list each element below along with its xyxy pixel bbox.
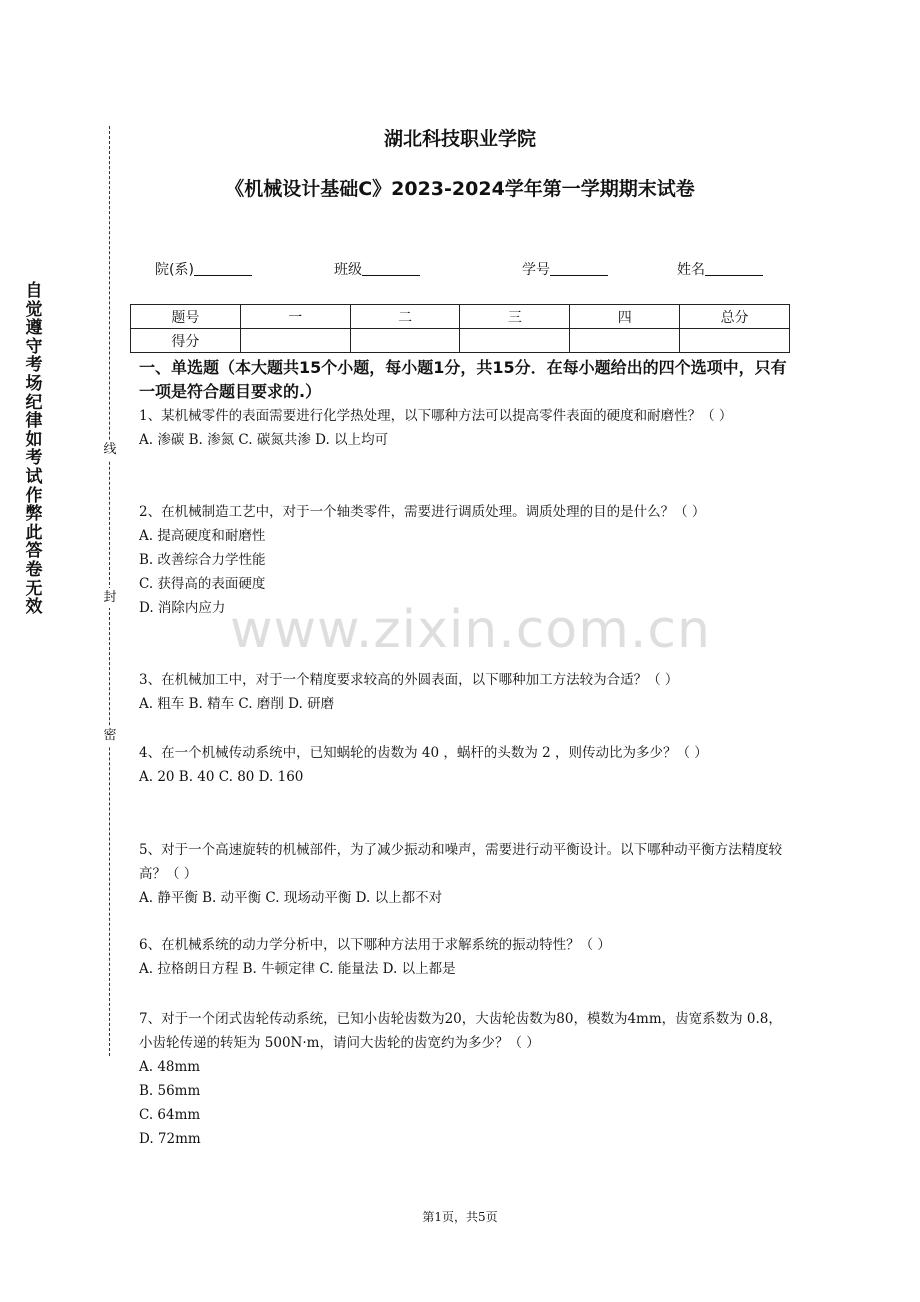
student-id-field	[522, 259, 608, 279]
question-option: C. 获得高的表面硬度	[139, 576, 266, 592]
question-stem: 1、某机械零件的表面需要进行化学热处理，以下哪种方法可以提高零件表面的硬度和耐磨性？（ ）	[139, 408, 733, 424]
question-stem: 4、在一个机械传动系统中，已知蜗轮的齿数为 40 ，蜗杆的头数为 2 ，则传动比为多少？（ ）	[139, 745, 708, 761]
department-blank	[194, 261, 252, 276]
department-label: 院(系)	[155, 262, 194, 278]
question-option: D. 72mm	[139, 1131, 201, 1147]
question-option: C. 64mm	[139, 1107, 201, 1123]
question-2	[139, 500, 789, 620]
question-3	[139, 668, 789, 716]
question-options: A. 拉格朗日方程 B. 牛顿定律 C. 能量法 D. 以上都是	[139, 961, 456, 977]
page-number: 第1页，共5页	[422, 1210, 498, 1224]
score-table	[130, 304, 790, 353]
exam-title: 《机械设计基础C》2023-2024学年第一学期期末试卷	[225, 178, 695, 200]
score-input-cell[interactable]	[680, 329, 790, 353]
question-option: B. 改善综合力学性能	[139, 552, 266, 568]
score-table-score-row	[131, 329, 790, 353]
score-input-cell[interactable]	[460, 329, 570, 353]
question-stem: 2、在机械制造工艺中，对于一个轴类零件，需要进行调质处理。调质处理的目的是什么？（ ）	[139, 504, 706, 520]
exam-discipline-notice: 自觉遵守考场纪律如考试作弊此答卷无效	[25, 281, 43, 618]
score-table-cell: 二	[350, 305, 460, 329]
score-table-cell: 题号	[131, 305, 241, 329]
question-1	[139, 404, 789, 452]
question-stem: 7、对于一个闭式齿轮传动系统，已知小齿轮齿数为20，大齿轮齿数为80，模数为4mm，齿宽系数为 0.8，小齿轮传递的转矩为 500N·m，请问大齿轮的齿宽约为多少？（ ）	[139, 1011, 782, 1051]
name-blank	[705, 261, 763, 276]
seal-char-dense: 密	[101, 726, 119, 746]
score-table-header-row	[131, 305, 790, 329]
question-options: A. 粗车 B. 精车 C. 磨削 D. 研磨	[139, 696, 335, 712]
score-input-cell[interactable]	[240, 329, 350, 353]
seal-char-seal: 封	[101, 588, 119, 608]
question-4	[139, 741, 789, 789]
score-table-cell: 四	[570, 305, 680, 329]
question-options: A. 渗碳 B. 渗氮 C. 碳氮共渗 D. 以上均可	[139, 432, 389, 448]
watermark: www.zixin.com.cn	[230, 600, 711, 660]
student-id-blank	[550, 261, 608, 276]
score-table-cell: 一	[240, 305, 350, 329]
name-label: 姓名	[677, 262, 705, 278]
question-options: A. 静平衡 B. 动平衡 C. 现场动平衡 D. 以上都不对	[139, 890, 443, 906]
question-option: A. 48mm	[139, 1059, 201, 1075]
score-table-cell: 总分	[680, 305, 790, 329]
question-options: A. 20 B. 40 C. 80 D. 160	[139, 769, 304, 785]
question-5	[139, 838, 789, 910]
class-blank	[362, 261, 420, 276]
question-7	[139, 1007, 789, 1151]
question-option: D. 消除内应力	[139, 600, 226, 616]
seal-char-line: 线	[101, 440, 119, 460]
student-id-label: 学号	[522, 262, 550, 278]
question-option: B. 56mm	[139, 1083, 201, 1099]
question-6	[139, 933, 789, 981]
score-label-cell: 得分	[131, 329, 241, 353]
question-stem: 6、在机械系统的动力学分析中，以下哪种方法用于求解系统的振动特性？（ ）	[139, 937, 611, 953]
question-stem: 3、在机械加工中，对于一个精度要求较高的外圆表面，以下哪种加工方法较为合适？（ ）	[139, 672, 679, 688]
question-option: A. 提高硬度和耐磨性	[139, 528, 266, 544]
class-label: 班级	[334, 262, 362, 278]
name-field	[677, 259, 763, 279]
score-input-cell[interactable]	[350, 329, 460, 353]
score-input-cell[interactable]	[570, 329, 680, 353]
question-stem: 5、对于一个高速旋转的机械部件，为了减少振动和噪声，需要进行动平衡设计。以下哪种动平衡方法精度较高？（ ）	[139, 842, 783, 882]
score-table-cell: 三	[460, 305, 570, 329]
class-field	[334, 259, 420, 279]
school-name: 湖北科技职业学院	[383, 128, 536, 150]
department-field	[155, 259, 252, 279]
section-heading: 一、单选题（本大题共15个小题，每小题1分，共15分．在每小题给出的四个选项中，只有一项是符合题目要求的.）	[139, 358, 787, 401]
